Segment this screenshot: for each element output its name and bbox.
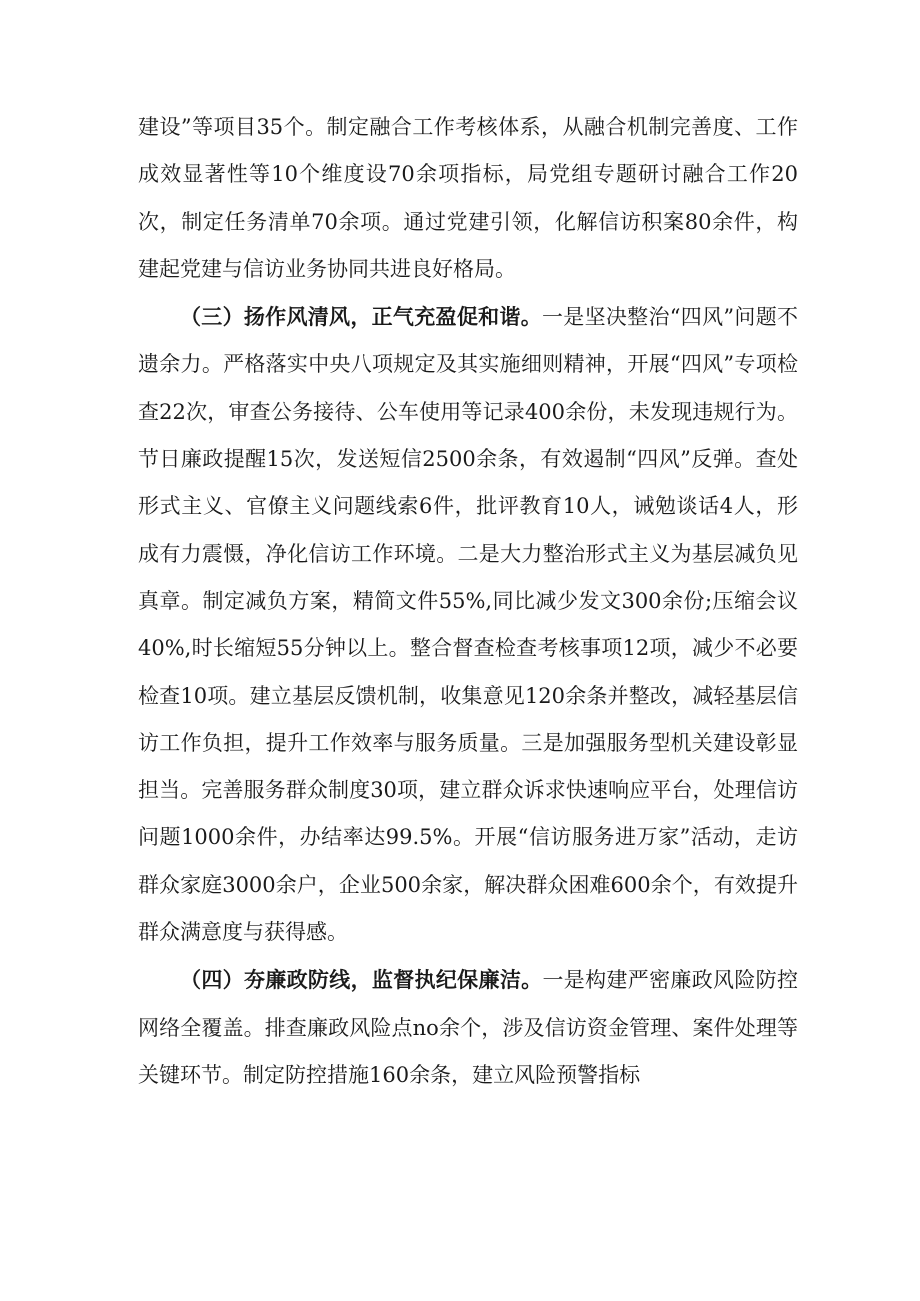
paragraph-continuation — [138, 104, 798, 293]
paragraph-text: 一是坚决整治“四风”问题不遗余力。严格落实中央八项规定及其实施细则精神，开展“四风”专项检查22次，审查公务接待、公车使用等记录400余份，未发现违规行为。节日廉政提醒15次，发送短信2500余条，有效遏制“四风”反弹。查处形式主义、官僚主义问题线索6件，批评教育10人，诫勉谈话4人，形成有力震慑，净化信访工作环境。二是大力整治形式主义为基层减负见真章。制定减负方案，精简文件55%,同比减少发文300余份;压缩会议40%,时长缩短55分钟以上。整合督查检查考核事项12项，减少不必要检查10项。建立基层反馈机制，收集意见120余条并整改，减轻基层信访工作负担，提升工作效率与服务质量。三是加强服务型机关建设彰显担当。完善服务群众制度30项，建立群众诉求快速响应平台，处理信访问题1000余件，办结率达99.5%。开展“信访服务进万家”活动，走访群众家庭3000余户，企业500余家，解决群众困难600余个，有效提升群众满意度与获得感。 — [138, 305, 798, 945]
section-heading: （四）夯廉政防线，监督执纪保廉洁。 — [180, 967, 543, 993]
section-heading: （三）扬作风清风，正气充盈促和谐。 — [180, 304, 542, 330]
paragraph-text: 一是构建严密廉政风险防控网络全覆盖。排查廉政风险点no余个，涉及信访资金管理、案件处理等关键环节。制定防控措施160余条，建立风险预警指标 — [138, 968, 799, 1087]
paragraph-section-four — [138, 956, 798, 1099]
paragraph-section-three — [138, 293, 798, 956]
document-page — [138, 104, 798, 1099]
paragraph-text: 建设”等项目35个。制定融合工作考核体系，从融合机制完善度、工作成效显著性等10个维度设70余项指标，局党组专题研讨融合工作20次，制定任务清单70余项。通过党建引领，化解信访积案80余件，构建起党建与信访业务协同共进良好格局。 — [138, 115, 798, 281]
